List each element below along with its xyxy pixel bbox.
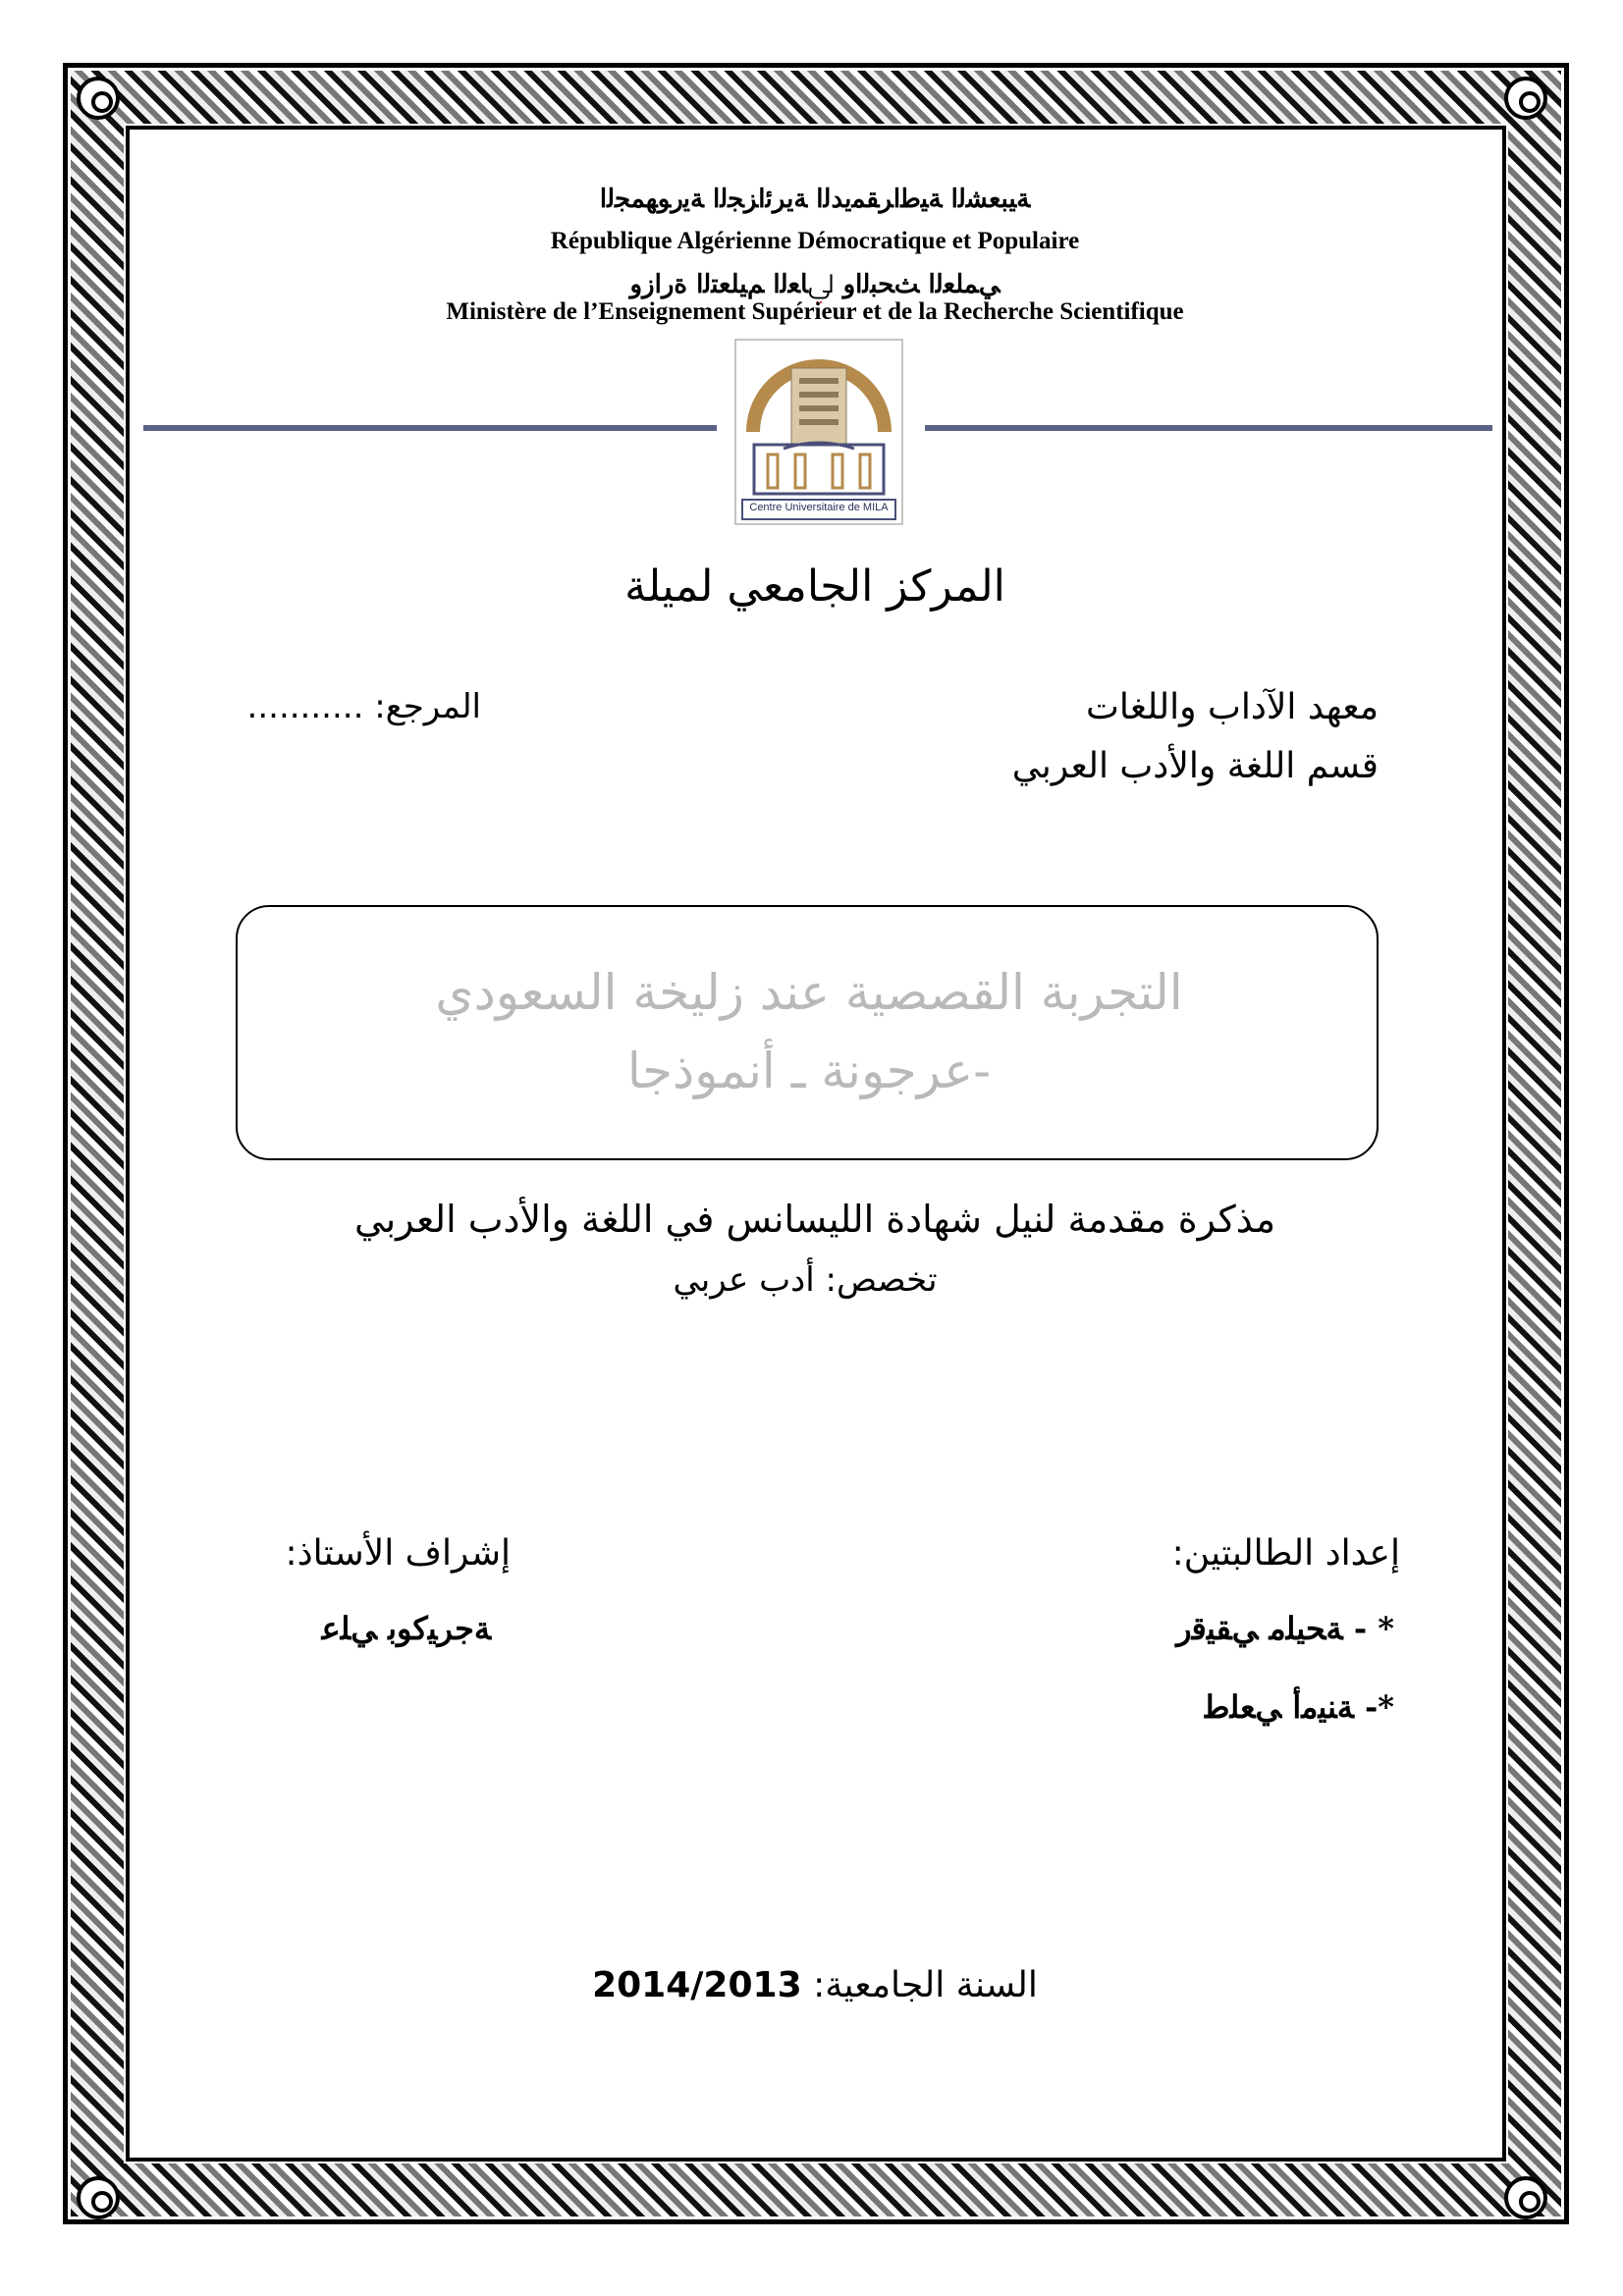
thesis-purpose: مذكرة مقدمة لنيل شهادة الليسانس في اللغة والأدب العربي	[353, 1198, 1276, 1241]
supervisor-label: إشراف الأستاذ:	[285, 1533, 511, 1574]
students-label: إعداد الطالبتين:	[1171, 1533, 1400, 1574]
corner-ornament-bottom-left	[77, 2176, 120, 2219]
department-name: قسم اللغة والأدب العربي	[1011, 746, 1379, 786]
republic-french: République Algérienne Démocratique et Populaire	[550, 228, 1080, 254]
university-logo-graphic	[734, 339, 903, 525]
academic-year-label: السنة الجامعية:	[813, 1965, 1038, 2005]
student-name-1: * - ﺔﺤﻴﻠﻣ ﻲﻘﻴﻗر	[1176, 1610, 1394, 1647]
ministry-french: Ministère de l’Enseignement Supérieur et de la Recherche Scientifique	[446, 298, 1184, 325]
corner-ornament-top-right	[1504, 77, 1547, 120]
ministry-arabic: ﻲﻤﻠﻌﻟا ﺚﺤﺒﻟاو ﱄﺎﻌﻟا ﻢﻴﻠﻌﺘﻟا ةرازو	[629, 270, 1001, 299]
supervisor-name: ﺔﺟﺮﻴﻛﻮﺑ ﻲﻠﻋ	[321, 1610, 491, 1647]
institute-name: معهد الآداب واللغات	[1086, 687, 1379, 727]
institution-name: المركز الجامعي لميلة	[624, 561, 1005, 612]
thesis-title-line2: -عرجونة ـ أنموذجا	[626, 1042, 992, 1099]
specialization: تخصص: أدب عربي	[673, 1260, 938, 1300]
reference-field: المرجع: ...........	[246, 687, 481, 726]
academic-year-value: 2014/2013	[592, 1965, 802, 2005]
student-name-2: *- ﺔﻨﻴﻣأ ﻲﻌﻠﻃ	[1205, 1688, 1394, 1726]
thesis-title-line1: التجربة القصصية عند زليخة السعودي	[435, 964, 1183, 1021]
header-rule-left	[143, 425, 717, 431]
header-rule-right	[925, 425, 1492, 431]
corner-ornament-bottom-right	[1504, 2176, 1547, 2219]
logo-caption: Centre Universitaire de MILA	[749, 502, 889, 513]
corner-ornament-top-left	[77, 77, 120, 120]
university-logo	[734, 339, 903, 525]
academic-year	[412, 1965, 1217, 2005]
thesis-title-box	[236, 905, 1379, 1160]
republic-arabic: ﺔﻴﺒﻌﺸﻟا ﺔﻴﻃاﺮﻘﻤﻳﺪﻟا ﺔﻳﺮﺋاﺰﺠﻟا ﺔﻳرﻮﻬﻤﺠﻟا	[599, 185, 1031, 214]
